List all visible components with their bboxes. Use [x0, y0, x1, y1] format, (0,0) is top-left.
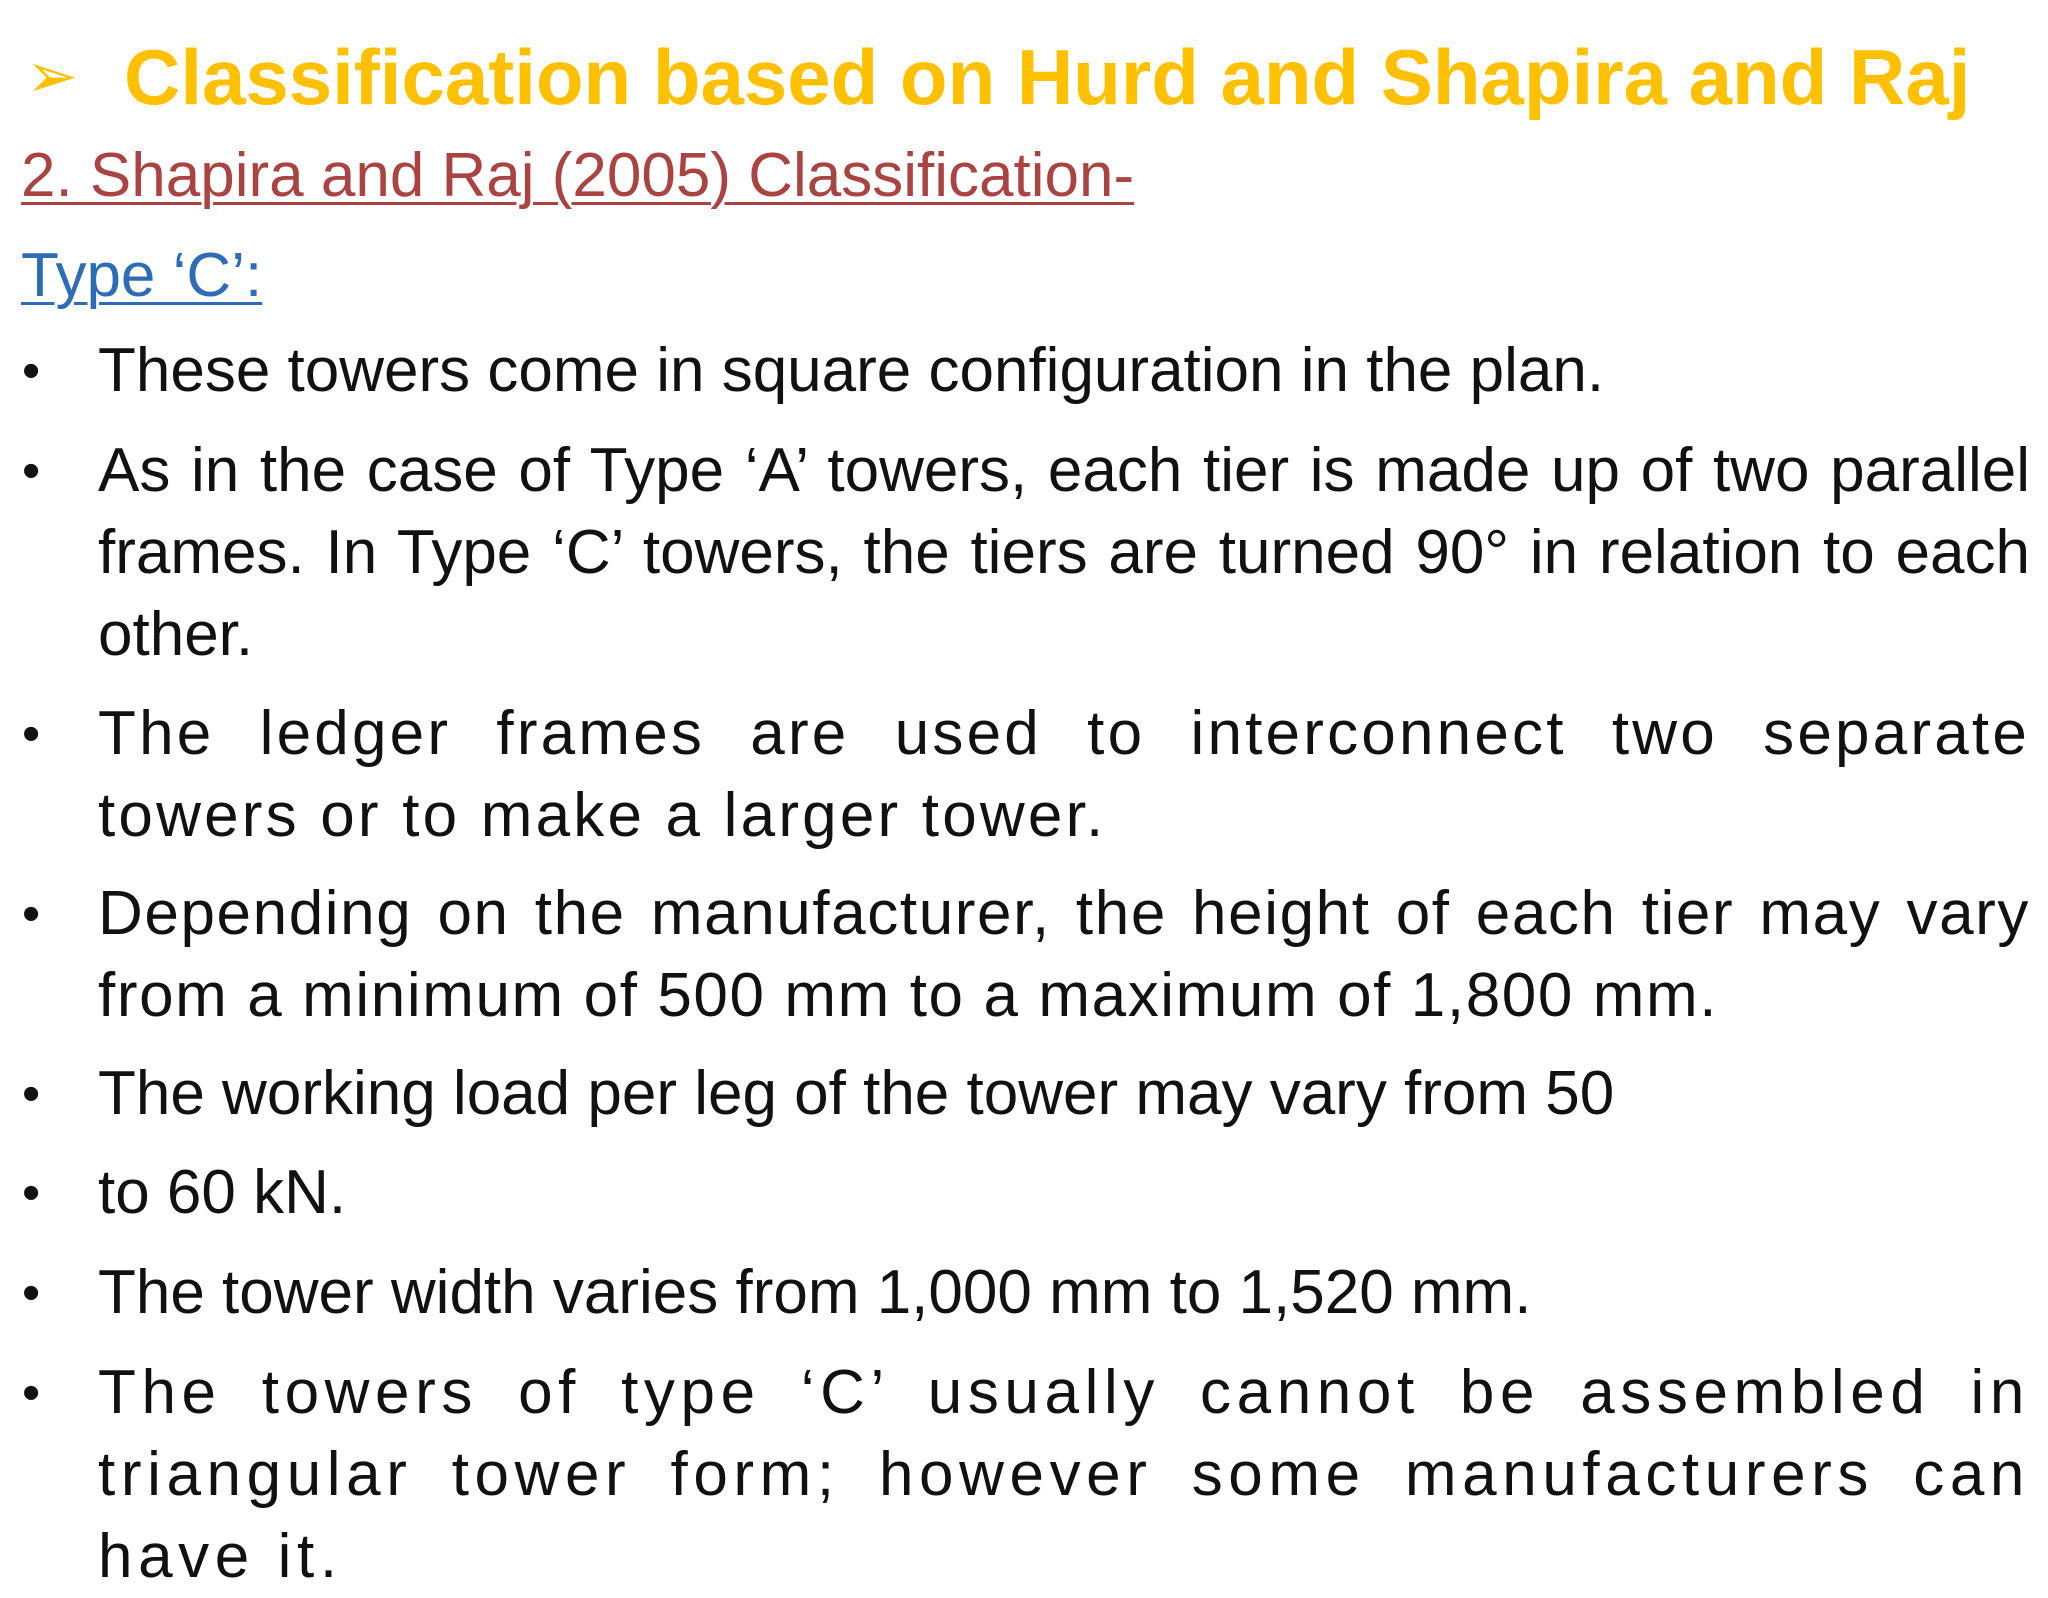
- bullet-text: The tower width varies from 1,000 mm to 1,520 mm.: [98, 1258, 1532, 1327]
- bullet-text: The ledger frames are used to interconnect two separate towers or to make a larger tower.: [98, 699, 2030, 850]
- bullet-text: The working load per leg of the tower may vary from 50: [98, 1059, 1615, 1128]
- bullet-item: [22, 330, 2030, 412]
- bullet-dot-icon: •: [22, 1364, 41, 1422]
- bullet-item: [22, 1352, 2030, 1598]
- slide-title: [26, 32, 1970, 122]
- bullet-item: [22, 693, 2030, 857]
- bullet-item: [22, 430, 2030, 676]
- section-subtitle: 2. Shapira and Raj (2005) Classification-: [21, 141, 1135, 210]
- bullet-text: As in the case of Type ‘A’ towers, each tier is made up of two parallel frames. In Type ‘C’ towers, the tiers are turned 90° in relation to each other.: [98, 436, 2030, 669]
- bullet-dot-icon: •: [22, 1065, 41, 1123]
- bullet-dot-icon: •: [22, 1164, 41, 1222]
- bullet-text: to 60 kN.: [98, 1158, 347, 1227]
- type-label: Type ‘C’:: [21, 241, 263, 310]
- bullet-dot-icon: •: [22, 1264, 41, 1322]
- bullet-dot-icon: •: [22, 342, 41, 400]
- bullet-dot-icon: •: [22, 442, 41, 500]
- bullet-text: The towers of type ‘C’ usually cannot be assembled in triangular tower form; however some manufacturers can have it.: [98, 1358, 2030, 1591]
- bullet-item: [22, 1053, 2030, 1135]
- bullet-item: [22, 1152, 2030, 1234]
- bullet-item: [22, 873, 2030, 1037]
- bullet-dot-icon: •: [22, 885, 41, 943]
- bullet-text: Depending on the manufacturer, the height of each tier may vary from a minimum of 500 mm to a maximum of 1,800 mm.: [98, 879, 2030, 1030]
- slide-title-text: Classification based on Hurd and Shapira and Raj: [124, 33, 1971, 121]
- bullet-dot-icon: •: [22, 705, 41, 763]
- bullet-text: These towers come in square configuration in the plan.: [98, 336, 1605, 405]
- bullet-item: [22, 1252, 2030, 1334]
- arrow-bullet-icon: ➢: [26, 42, 78, 111]
